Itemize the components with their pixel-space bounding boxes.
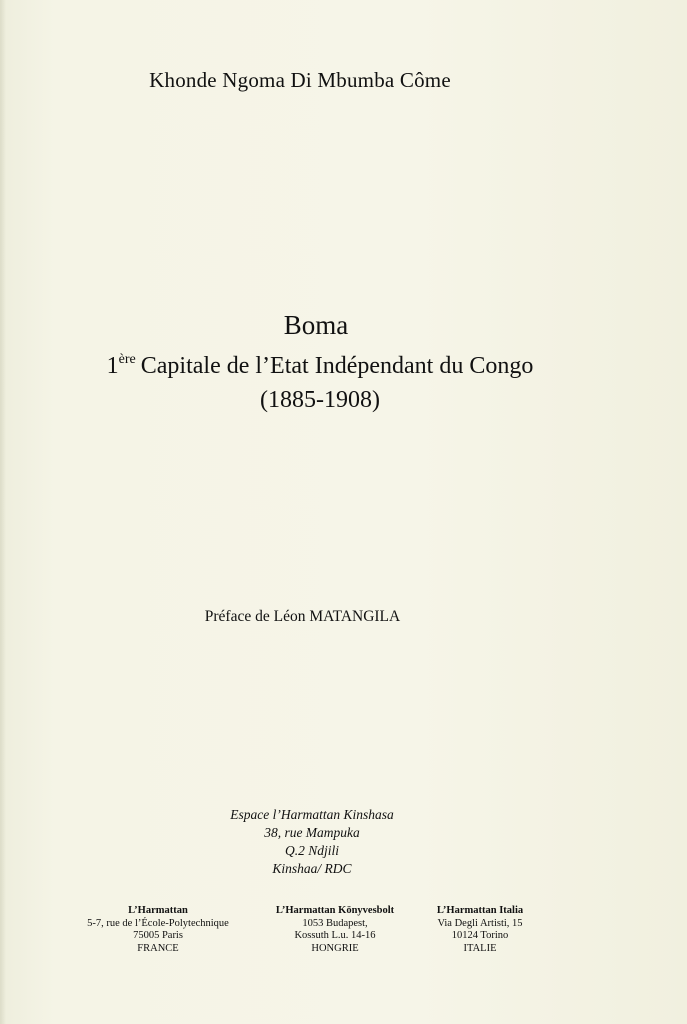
address-line: Via Degli Artisti, 15 <box>437 917 523 929</box>
address-name: L’Harmattan <box>128 905 188 916</box>
author-name: Khonde Ngoma Di Mbumba Côme <box>149 68 451 92</box>
address-name: L’Harmattan Italia <box>436 905 524 916</box>
book-title-block <box>0 309 640 416</box>
address-name: L’Harmattan Könyvesbolt <box>275 905 395 916</box>
address-line: 5-7, rue de l’École-Polytechnique <box>87 917 229 929</box>
address-line: 10124 Torino <box>451 930 509 941</box>
address-country: FRANCE <box>137 942 179 954</box>
address-line: 1053 Budapest, <box>302 917 368 929</box>
publisher-street: 38, rue Mampuka <box>264 825 360 840</box>
address-country: HONGRIE <box>311 942 359 954</box>
address-budapest <box>245 905 425 955</box>
address-torino <box>400 905 560 955</box>
preface-credit: Préface de Léon MATANGILA <box>204 608 401 625</box>
address-line: Kossuth L.u. 14-16 <box>294 930 376 941</box>
book-dates: (1885-1908) <box>260 387 380 413</box>
address-country: ITALIE <box>463 942 497 954</box>
publisher-district: Q.2 Ndjili <box>284 843 339 858</box>
publisher-block <box>0 806 624 878</box>
book-title: Boma <box>283 310 349 340</box>
publisher-city: Kinshaa/ RDC <box>272 861 352 876</box>
subtitle-text: Capitale de l’Etat Indépendant du Congo <box>140 353 534 379</box>
ordinal-number: 1 <box>106 353 119 379</box>
ordinal-suffix: ère <box>118 352 136 367</box>
publisher-addresses <box>0 905 687 965</box>
address-paris <box>58 905 258 955</box>
address-line: 75005 Paris <box>133 930 183 941</box>
book-subtitle <box>0 344 640 382</box>
publisher-name: Espace l’Harmattan Kinshasa <box>230 807 394 822</box>
